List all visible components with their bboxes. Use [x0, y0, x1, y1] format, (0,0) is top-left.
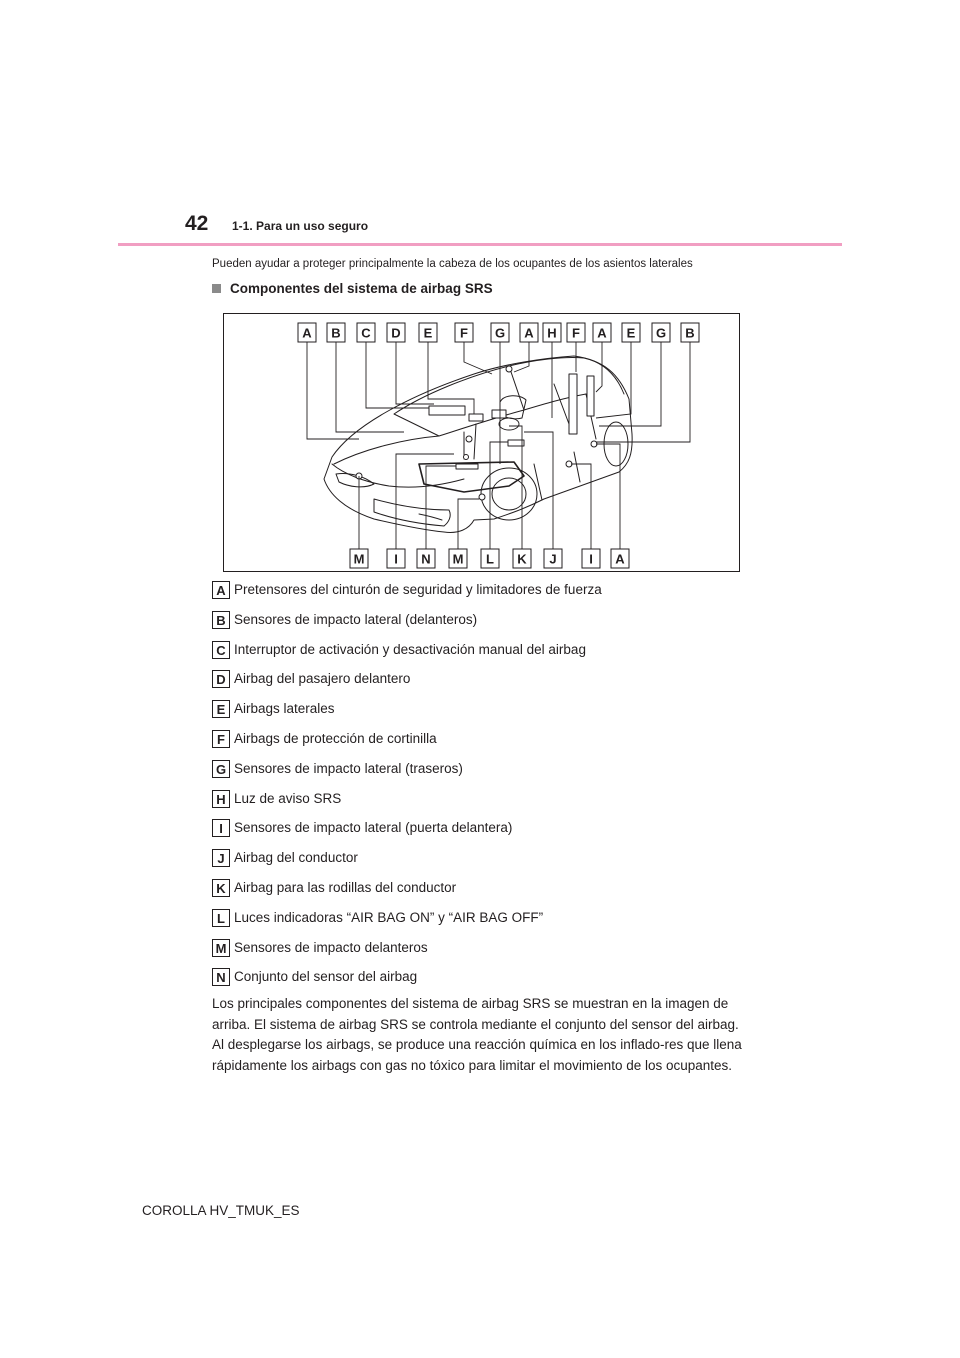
callout-label: M [353, 551, 365, 567]
heading-square-icon [212, 284, 221, 293]
legend-item [212, 581, 772, 611]
legend-key: B [212, 611, 230, 629]
sub-heading-text: Componentes del sistema de airbag SRS [230, 281, 493, 296]
callout-label: J [549, 551, 557, 567]
intro-text: Pueden ayudar a proteger principalmente la cabeza de los ocupantes de los asientos laterales [212, 258, 693, 270]
legend-item [212, 939, 772, 969]
callout-label: B [331, 325, 341, 341]
callout-label: A [615, 551, 625, 567]
body-paragraph: Los principales componentes del sistema de airbag SRS se muestran en la imagen de arriba. El sistema de airbag SRS se controla mediante el conjunto del sensor del airbag. Al desplegarse los airbags, se produce una reacción química en los inflado-res que llena rápidamente los airbags con gas no tóxico para limitar el movimiento de los ocupantes. [212, 996, 742, 1073]
top-labels [298, 323, 699, 342]
page-number: 42 [185, 212, 209, 235]
legend-text: Luz de aviso SRS [234, 790, 342, 806]
legend-text: Luces indicadoras “AIR BAG ON” y “AIR BAG OFF” [234, 909, 544, 925]
legend-key: A [212, 581, 230, 599]
legend-text: Sensores de impacto lateral (puerta delantera) [234, 820, 513, 836]
legend-key: G [212, 760, 230, 778]
legend-text: Airbag del conductor [234, 850, 358, 866]
legend-key: C [212, 641, 230, 659]
legend-item [212, 909, 772, 939]
callout-label: I [589, 551, 593, 567]
legend-text: Airbag del pasajero delantero [234, 671, 411, 687]
callout-label: H [547, 325, 557, 341]
legend-item [212, 760, 772, 790]
legend-item [212, 849, 772, 879]
legend-item [212, 641, 772, 671]
callout-label: G [494, 325, 506, 341]
legend-text: Sensores de impacto lateral (delanteros) [234, 611, 478, 627]
callout-label: N [421, 551, 431, 567]
callout-label: E [626, 325, 636, 341]
legend-key: N [212, 968, 230, 986]
legend-key: F [212, 730, 230, 748]
callout-label: I [394, 551, 398, 567]
callout-label: F [460, 325, 468, 341]
legend-item [212, 611, 772, 641]
car-illustration [224, 314, 740, 572]
legend-key: K [212, 879, 230, 897]
callout-label: G [655, 325, 667, 341]
callout-label: E [423, 325, 433, 341]
legend-text: Airbags de protección de cortinilla [234, 730, 437, 746]
legend-text: Airbags laterales [234, 701, 335, 717]
legend-list [212, 581, 772, 998]
legend-item [212, 700, 772, 730]
legend-key: E [212, 700, 230, 718]
callout-label: A [597, 325, 607, 341]
callout-label: A [302, 325, 312, 341]
legend-key: H [212, 790, 230, 808]
legend-key: M [212, 939, 230, 957]
callout-label: C [361, 325, 371, 341]
callout-label: F [572, 325, 580, 341]
legend-text: Interruptor de activación y desactivación manual del airbag [234, 641, 586, 657]
bottom-labels [350, 549, 629, 568]
legend-item [212, 879, 772, 909]
legend-item [212, 670, 772, 700]
footer-model-code: COROLLA HV_TMUK_ES [142, 1203, 300, 1218]
callout-label: B [685, 325, 695, 341]
airbag-diagram [223, 313, 740, 572]
section-title: 1-1. Para un uso seguro [232, 219, 369, 233]
legend-key: I [212, 819, 230, 837]
legend-key: D [212, 670, 230, 688]
sub-heading [212, 281, 493, 296]
legend-item [212, 819, 772, 849]
callout-label: K [517, 551, 527, 567]
legend-key: J [212, 849, 230, 867]
legend-text: Pretensores del cinturón de seguridad y limitadores de fuerza [234, 582, 602, 597]
legend-item [212, 730, 772, 760]
legend-key: L [212, 909, 230, 927]
callout-label: A [524, 325, 534, 341]
callout-label: D [391, 325, 401, 341]
legend-text: Airbag para las rodillas del conductor [234, 879, 457, 895]
legend-text: Sensores de impacto lateral (traseros) [234, 760, 463, 776]
legend-item [212, 790, 772, 820]
header-rule [118, 243, 842, 246]
callout-label: M [452, 551, 464, 567]
callout-label: L [486, 551, 494, 567]
legend-text: Sensores de impacto delanteros [234, 939, 428, 955]
legend-text: Conjunto del sensor del airbag [234, 969, 418, 985]
